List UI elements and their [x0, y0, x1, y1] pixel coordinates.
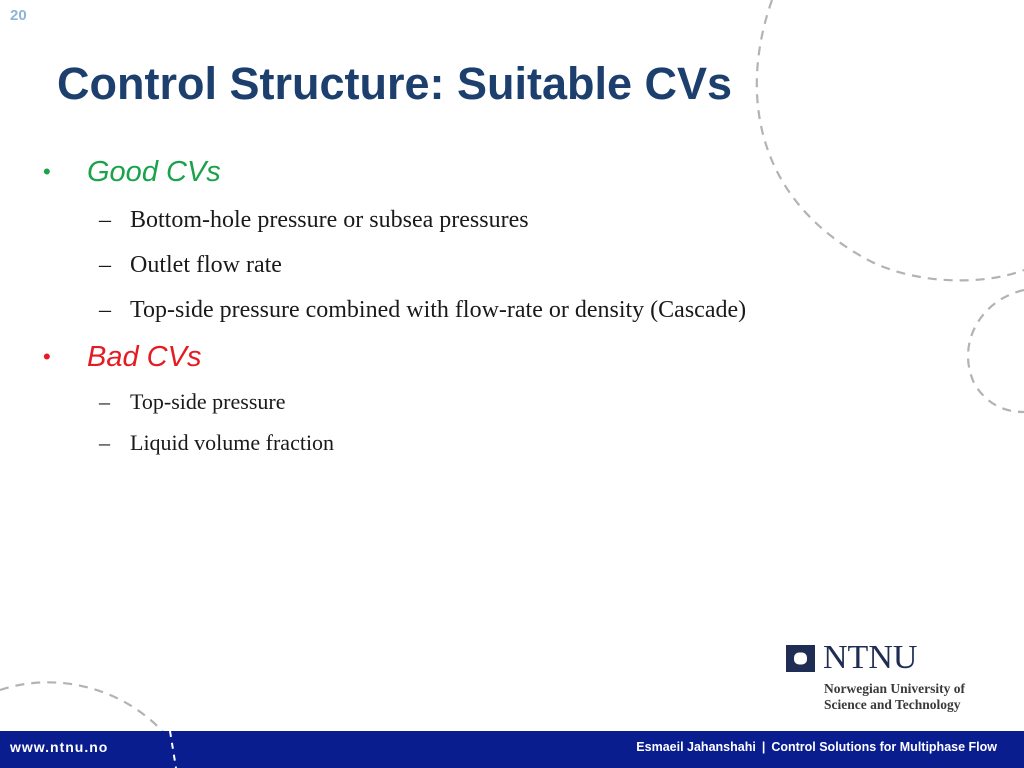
slide-title: Control Structure: Suitable CVs [57, 58, 733, 109]
dash-icon: – [99, 430, 110, 455]
list-item [99, 294, 746, 326]
footer-bar [0, 731, 1024, 768]
footer-url: www.ntnu.no [10, 739, 109, 755]
dashed-arc-1 [757, 0, 1024, 280]
footer-title: Control Solutions for Multiphase Flow [771, 740, 997, 754]
slide-number: 20 [10, 7, 27, 24]
bullet-icon: • [43, 344, 51, 369]
list-item-text: Top-side pressure combined with flow-rate or density (Cascade) [130, 296, 747, 323]
logo-subtitle-line: Science and Technology [824, 696, 961, 712]
good-cvs-heading [43, 152, 221, 192]
ntnu-logo-mark-icon [786, 645, 815, 672]
list-item-text: Outlet flow rate [130, 251, 282, 278]
list-item [99, 249, 282, 281]
list-item [99, 428, 334, 458]
list-item [99, 387, 285, 417]
dash-icon: – [99, 251, 111, 278]
list-item-text: Top-side pressure [130, 389, 286, 414]
dash-icon: – [99, 206, 111, 233]
logo-subtitle [824, 681, 965, 712]
list-item-text: Liquid volume fraction [130, 430, 335, 455]
dashed-arc-2 [968, 290, 1024, 412]
bullet-icon: • [43, 159, 51, 184]
dash-icon: – [99, 296, 111, 323]
dash-icon: – [99, 389, 110, 414]
good-cvs-label: Good CVs [87, 155, 221, 188]
list-item [99, 204, 529, 236]
bad-cvs-heading [43, 337, 201, 377]
footer-info [636, 740, 997, 754]
list-item-text: Bottom-hole pressure or subsea pressures [130, 206, 529, 233]
logo-subtitle-line: Norwegian University of [824, 681, 965, 696]
bad-cvs-label: Bad CVs [87, 340, 202, 373]
footer-author: Esmaeil Jahanshahi [636, 740, 756, 754]
logo-name: NTNU [823, 639, 918, 676]
ntnu-logo [786, 639, 996, 715]
footer-dashed-arc [160, 731, 190, 768]
footer-separator: | [761, 740, 766, 754]
